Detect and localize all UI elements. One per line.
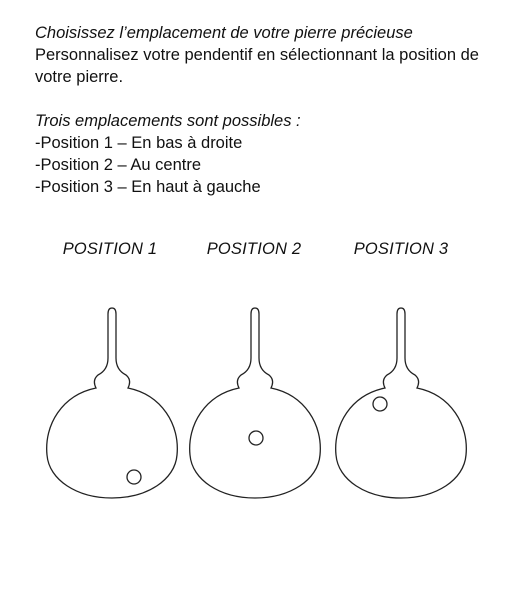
pendant-outline-icon [185, 300, 325, 500]
pendant-position-2[interactable] [185, 300, 325, 500]
placement-item-1: -Position 1 – En bas à droite [35, 134, 243, 152]
pendant-outline-icon [42, 300, 182, 500]
pendant-position-3[interactable] [331, 300, 471, 500]
position-1-label[interactable]: POSITION 1 [62, 240, 158, 258]
intro-text-block [35, 22, 495, 198]
pendant-position-1[interactable] [42, 300, 182, 500]
spacer [35, 88, 495, 110]
position-3-label[interactable]: POSITION 3 [353, 240, 449, 258]
placement-item-3: -Position 3 – En haut à gauche [35, 178, 261, 196]
position-2-label[interactable]: POSITION 2 [206, 240, 302, 258]
stone-center-icon [249, 431, 263, 445]
pendant-outline-icon [331, 300, 471, 500]
stone-top-left-icon [373, 397, 387, 411]
placements-subheading: Trois emplacements sont possibles : [35, 112, 301, 130]
stone-bottom-right-icon [127, 470, 141, 484]
placement-item-2: -Position 2 – Au centre [35, 156, 202, 174]
customization-description: Personnalisez votre pendentif en sélectionnant la position de votre pierre. [35, 46, 479, 86]
stone-placement-heading: Choisissez l’emplacement de votre pierre précieuse [35, 24, 413, 42]
